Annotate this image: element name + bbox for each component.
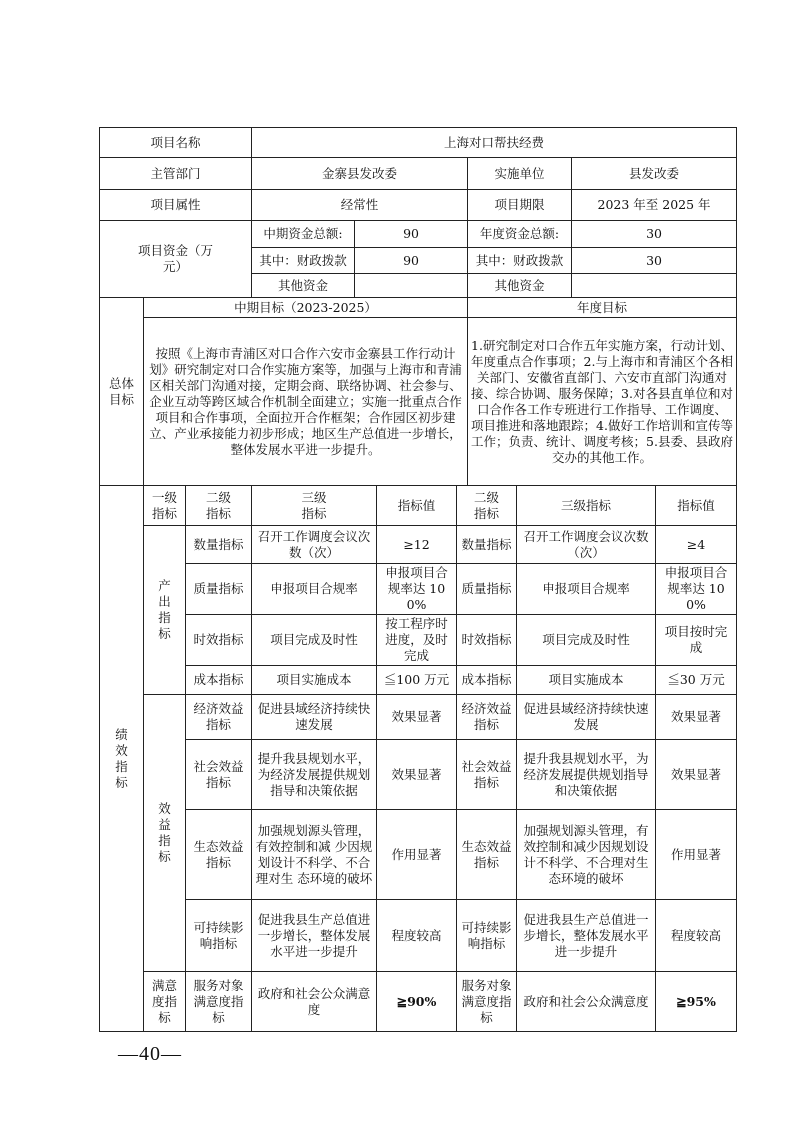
period-label: 项目期限 (468, 190, 572, 221)
value-header: 指标值 (377, 486, 457, 526)
annual-level3-header: 三级指标 (517, 486, 656, 526)
annual-value-cell: 效果显著 (656, 740, 737, 810)
annual-level2-cell: 质量指标 (457, 564, 517, 615)
value-cell: ≥12 (377, 526, 457, 564)
level2-cell: 经济效益指标 (186, 695, 252, 740)
value-cell: 效果显著 (377, 740, 457, 810)
performance-table (99, 127, 737, 1032)
annual-other-label: 其他资金 (468, 274, 572, 298)
annual-goal-text: 1.研究制定对口合作五年实施方案，行动计划、年度重点合作事项；2.与上海市和青浦区个各相关部门、安徽省直部门、六安市直部门沟通对接、综合协调、服务保障；3.对各县直单位和对口合作各工作专班进行工作指导、工作调度、项目推进和落地跟踪；4.做好工作培训和宣传等工作；负责、统计、调度考核；5.县委、县政府交办的其他工作。 (468, 318, 737, 486)
mid-fiscal-value: 90 (355, 248, 468, 274)
dept-label: 主管部门 (100, 158, 252, 190)
mid-other-value (355, 274, 468, 298)
level3-cell: 促进县域经济持续快速发展 (252, 695, 377, 740)
project-name-value: 上海对口帮扶经费 (252, 128, 737, 158)
annual-level2-cell: 数量指标 (457, 526, 517, 564)
annual-level2-cell: 社会效益指标 (457, 740, 517, 810)
level2-cell: 社会效益指标 (186, 740, 252, 810)
annual-fiscal-label: 其中：财政拨款 (468, 248, 572, 274)
goals-label: 总体目标 (100, 298, 144, 486)
dept-row (100, 158, 737, 190)
output-indicator-label: 产出指标 (144, 526, 186, 695)
annual-other-value (572, 274, 737, 298)
level3-cell: 加强规划源头管理，有效控制和减 少因规划设计不科学、不合理对生 态环境的破坏 (252, 810, 377, 900)
mid-fiscal-label: 其中：财政拨款 (252, 248, 355, 274)
annual-level2-header: 二级指标 (457, 486, 517, 526)
mid-goal-header: 中期目标（2023-2025） (144, 298, 468, 318)
annual-goal-header: 年度目标 (468, 298, 737, 318)
annual-value-cell: ≥4 (656, 526, 737, 564)
annual-level2-cell: 经济效益指标 (457, 695, 517, 740)
annual-level3-cell: 加强规划源头管理，有效控制和减少因规划设计不科学、不合理对生态环境的破坏 (517, 810, 656, 900)
annual-level2-cell: 时效指标 (457, 615, 517, 666)
annual-level3-cell: 促进我县生产总值进一步增长，整体发展水平进一步提升 (517, 900, 656, 972)
annual-value-cell: 程度较高 (656, 900, 737, 972)
annual-value-cell: 申报项目合规率达 100% (656, 564, 737, 615)
mid-total-value: 90 (355, 221, 468, 248)
level2-cell: 质量指标 (186, 564, 252, 615)
period-value: 2023 年至 2025 年 (572, 190, 737, 221)
annual-level3-cell: 项目实施成本 (517, 666, 656, 695)
level3-cell: 项目实施成本 (252, 666, 377, 695)
attr-row (100, 190, 737, 221)
goals-text-row (100, 318, 737, 486)
impl-label: 实施单位 (468, 158, 572, 190)
level3-cell: 提升我县规划水平，为经济发展提供规划指导和决策依据 (252, 740, 377, 810)
annual-level2-cell: 服务对象满意度指标 (457, 972, 517, 1032)
level3-cell: 召开工作调度会议次数（次） (252, 526, 377, 564)
annual-value-cell: ≧95% (656, 972, 737, 1032)
mid-other-label: 其他资金 (252, 274, 355, 298)
annual-value-cell: 项目按时完成 (656, 615, 737, 666)
annual-level3-cell: 提升我县规划水平，为经济发展提供规划指导和决策依据 (517, 740, 656, 810)
value-cell: 申报项目合规率达 100% (377, 564, 457, 615)
project-name-row (100, 128, 737, 158)
project-name-label: 项目名称 (100, 128, 252, 158)
goals-header-row (100, 298, 737, 318)
fund-label: 项目资金（万元） (100, 221, 252, 298)
level2-cell: 可持续影响指标 (186, 900, 252, 972)
indicator-row (100, 972, 737, 1032)
value-cell: ≦100 万元 (377, 666, 457, 695)
level1-header: 一级指标 (144, 486, 186, 526)
dept-value: 金寨县发改委 (252, 158, 468, 190)
annual-value-header: 指标值 (656, 486, 737, 526)
impl-value: 县发改委 (572, 158, 737, 190)
indicator-row (100, 526, 737, 564)
annual-level3-cell: 召开工作调度会议次数（次） (517, 526, 656, 564)
indicator-row (100, 740, 737, 810)
level2-cell: 生态效益指标 (186, 810, 252, 900)
mid-total-label: 中期资金总额: (252, 221, 355, 248)
annual-fiscal-value: 30 (572, 248, 737, 274)
value-cell: 作用显著 (377, 810, 457, 900)
annual-value-cell: 效果显著 (656, 695, 737, 740)
annual-total-label: 年度资金总额: (468, 221, 572, 248)
performance-indicator-label: 绩效指标 (100, 486, 144, 1032)
annual-level3-cell: 政府和社会公众满意度 (517, 972, 656, 1032)
annual-level3-cell: 项目完成及时性 (517, 615, 656, 666)
level3-cell: 申报项目合规率 (252, 564, 377, 615)
annual-level2-cell: 生态效益指标 (457, 810, 517, 900)
annual-level3-cell: 促进县域经济持续快速发展 (517, 695, 656, 740)
benefit-indicator-label: 效益指标 (144, 695, 186, 972)
indicator-row (100, 695, 737, 740)
indicator-row (100, 810, 737, 900)
indicator-row (100, 615, 737, 666)
annual-value-cell: 作用显著 (656, 810, 737, 900)
mid-goal-text: 按照《上海市青浦区对口合作六安市金寨县工作行动计划》研究制定对口合作实施方案等，加强与上海市和青浦区相关部门沟通对接，定期会商、联络协调、社会参与、企业互动等跨区域合作机制全面建立；实施一批重点合作项目和合作事项，全面拉开合作框架；合作园区初步建立、产业承接能力初步形成；地区生产总值进一步增长，整体发展水平进一步提升。 (144, 318, 468, 486)
indicator-header-row (100, 486, 737, 526)
indicator-row (100, 564, 737, 615)
annual-level3-cell: 申报项目合规率 (517, 564, 656, 615)
satisfaction-indicator-label: 满意度指标 (144, 972, 186, 1032)
indicator-row (100, 666, 737, 695)
level3-cell: 项目完成及时性 (252, 615, 377, 666)
attr-value: 经常性 (252, 190, 468, 221)
annual-level2-cell: 成本指标 (457, 666, 517, 695)
annual-level2-cell: 可持续影响指标 (457, 900, 517, 972)
level2-cell: 数量指标 (186, 526, 252, 564)
level2-cell: 服务对象满意度指标 (186, 972, 252, 1032)
level3-cell: 促进我县生产总值进一步增长，整体发展水平进一步提升 (252, 900, 377, 972)
value-cell: 按工程序时进度，及时完成 (377, 615, 457, 666)
level3-cell: 政府和社会公众满意度 (252, 972, 377, 1032)
attr-label: 项目属性 (100, 190, 252, 221)
value-cell: ≧90% (377, 972, 457, 1032)
annual-value-cell: ≦30 万元 (656, 666, 737, 695)
level2-cell: 时效指标 (186, 615, 252, 666)
annual-total-value: 30 (572, 221, 737, 248)
value-cell: 程度较高 (377, 900, 457, 972)
indicator-row (100, 900, 737, 972)
fund-total-row (100, 221, 737, 248)
level2-cell: 成本指标 (186, 666, 252, 695)
level2-header: 二级指标 (186, 486, 252, 526)
value-cell: 效果显著 (377, 695, 457, 740)
level3-header: 三级指标 (252, 486, 377, 526)
page-number: —40— (118, 1043, 182, 1065)
